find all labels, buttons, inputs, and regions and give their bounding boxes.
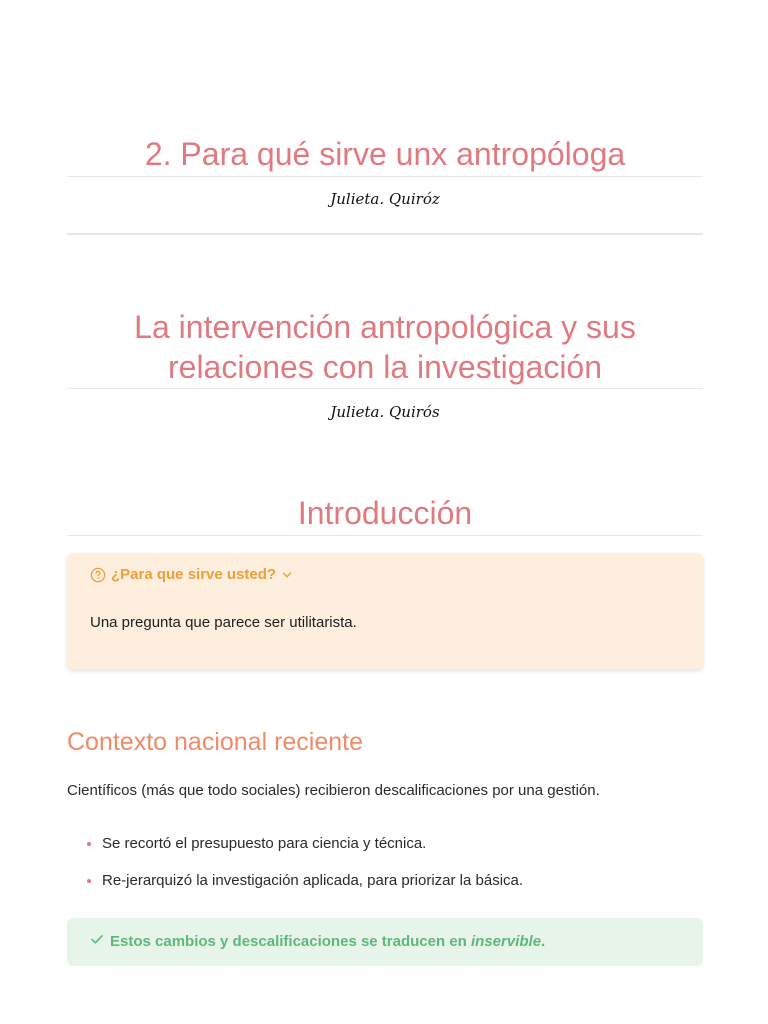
bullet-dot	[87, 879, 91, 883]
list-item	[67, 834, 703, 854]
context-paragraph: Científicos (más que todo sociales) recibieron descalificaciones por una gestión.	[67, 782, 600, 799]
title-divider	[67, 176, 703, 177]
callout-question: ¿Para que sirve usted?	[111, 566, 277, 583]
list-item	[67, 871, 703, 891]
section-title-intervencion	[67, 307, 703, 387]
list-item-text: Re-jerarquizó la investigación aplicada, para priorizar la básica.	[102, 872, 524, 889]
bullet-dot	[87, 842, 91, 846]
author-name: Julieta. Quirós	[330, 403, 440, 421]
title-divider	[67, 388, 703, 389]
callout-toggle[interactable]	[90, 566, 293, 583]
emphasis-text: inservible	[471, 932, 542, 950]
title-divider	[67, 535, 703, 536]
success-text: Estos cambios y descalificaciones se traducen en inservible.	[110, 932, 546, 950]
bullet-list	[67, 834, 703, 908]
section-title-introduccion: Introducción	[297, 495, 473, 531]
callout-answer: Una pregunta que parece ser utilitarista.	[90, 614, 357, 631]
chevron-down-icon	[281, 569, 293, 581]
author-name: Julieta. Quiróz	[330, 190, 440, 208]
subheading-contexto: Contexto nacional reciente	[67, 728, 364, 756]
list-item-text: Se recortó el presupuesto para ciencia y técnica.	[102, 835, 427, 852]
title-line-2: relaciones con la investigación	[167, 349, 603, 385]
title-line-1: La intervención antropológica y sus	[134, 309, 636, 345]
question-circle-icon	[90, 567, 106, 583]
check-icon	[90, 932, 104, 950]
section-title-para-que-sirve: 2. Para qué sirve unx antropóloga	[144, 136, 626, 172]
success-callout	[67, 918, 703, 966]
section-divider	[67, 233, 703, 235]
question-callout	[67, 553, 703, 669]
